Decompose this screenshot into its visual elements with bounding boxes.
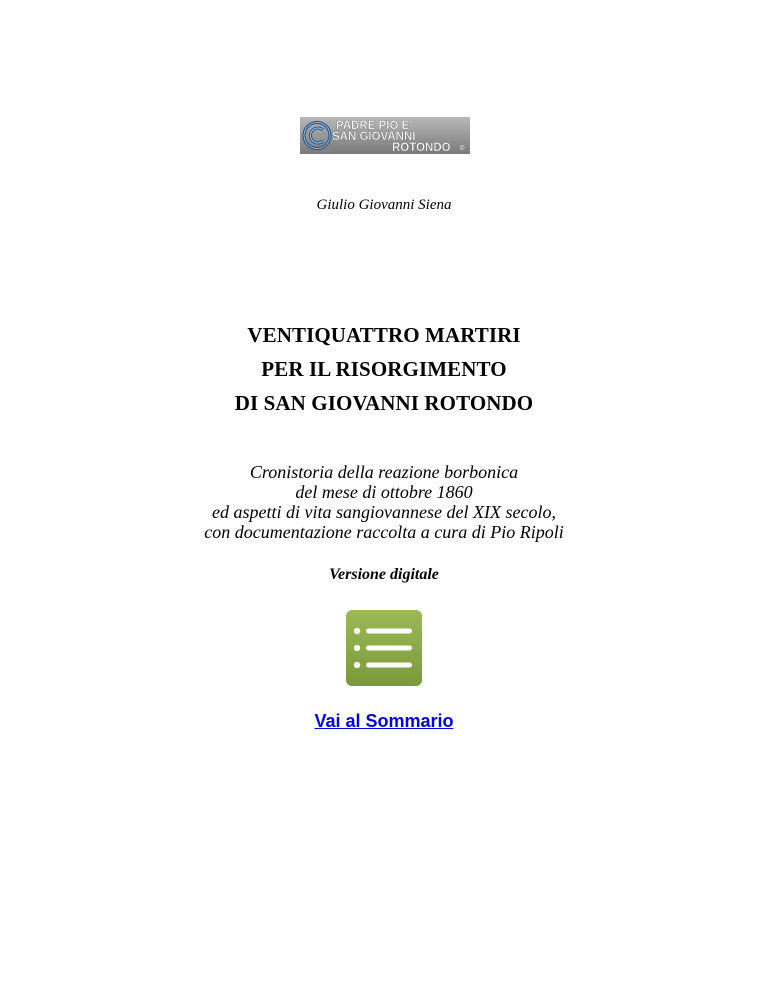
subtitle-line: del mese di ottobre 1860 bbox=[295, 482, 473, 502]
logo-graphic bbox=[300, 117, 470, 154]
subtitle-line: ed aspetti di vita sangiovannese del XIX secolo, bbox=[212, 502, 556, 522]
title-line: VENTIQUATTRO MARTIRI bbox=[247, 323, 521, 347]
logo-text-line1: PADRE PIO E bbox=[336, 120, 410, 132]
version-label: Versione digitale bbox=[329, 566, 439, 583]
toc-link[interactable]: Vai al Sommario bbox=[314, 711, 454, 731]
padre-pio-logo bbox=[300, 117, 470, 154]
author-name: Giulio Giovanni Siena bbox=[316, 197, 452, 213]
toc-link-container bbox=[0, 709, 768, 733]
subtitle-line: Cronistoria della reazione borbonica bbox=[249, 462, 519, 482]
logo-mark: © bbox=[460, 146, 465, 152]
title-line: DI SAN GIOVANNI ROTONDO bbox=[234, 391, 534, 415]
logo-text-line3: ROTONDO bbox=[392, 142, 451, 154]
subtitle-line: con documentazione raccolta a cura di Pio Ripoli bbox=[204, 522, 564, 542]
list-icon[interactable] bbox=[346, 610, 422, 686]
document-subtitle bbox=[0, 462, 768, 542]
title-line: PER IL RISORGIMENTO bbox=[261, 357, 507, 381]
logo-text-line2: SAN GIOVANNI bbox=[332, 131, 416, 143]
document-title bbox=[0, 318, 768, 420]
